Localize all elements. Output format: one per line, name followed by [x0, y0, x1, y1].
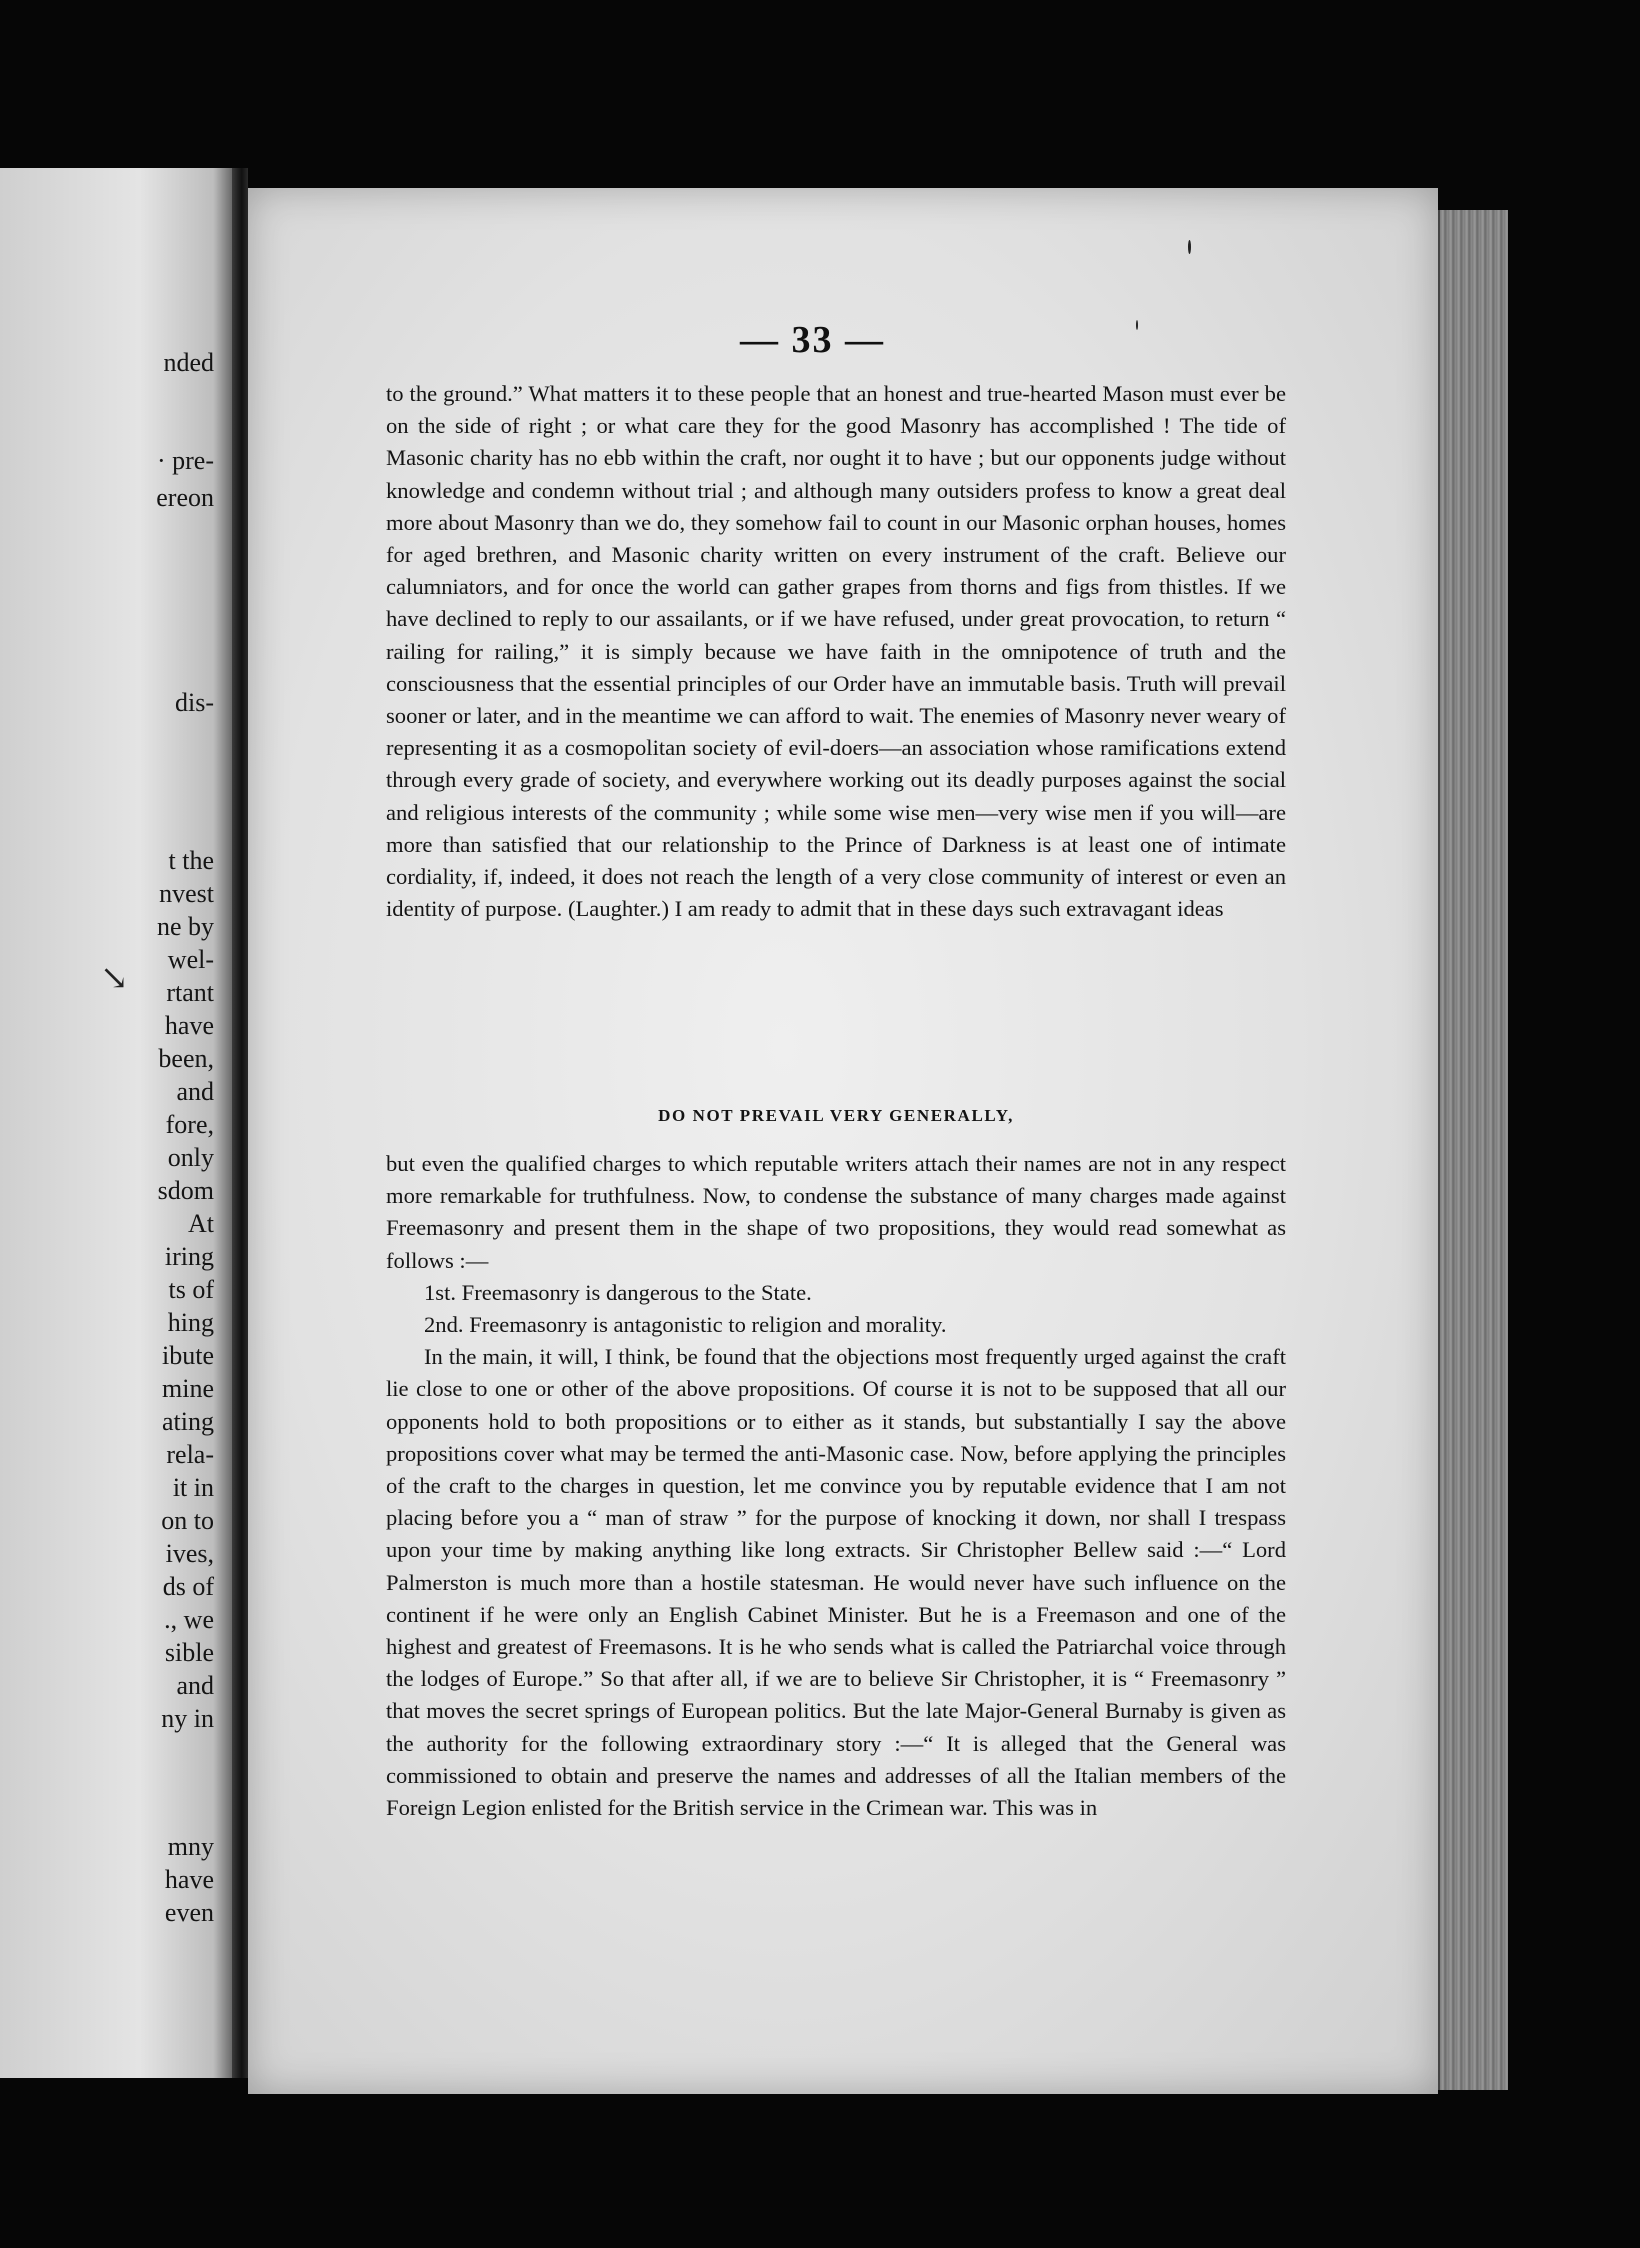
body-text-top — [386, 378, 1286, 925]
left-page-fragment: ny in — [161, 1704, 214, 1733]
left-page-fragment: only — [167, 1143, 214, 1172]
paragraph: to the ground.” What matters it to these people that an honest and true-hearted Mason must ever be on the side of right ; or what care they for the good Masonry has accomplished ! The tide of Masonic charity has no ebb within the craft, nor ought it to have ; but our opponents judge without knowledge and condemn without trial ; and although many outsiders profess to know a great deal more about Masonry than we do, they somehow fail to count in our Masonic orphan houses, homes for aged brethren, and Masonic charity written on every instrument of the craft. Believe our calumniators, and for once the world can gather grapes from thorns and figs from thistles. If we have declined to reply to our assailants, or if we have refused, under great provocation, to return “ railing for railing,” it is simply because we have faith in the omnipotence of truth and the consciousness that the essential principles of our Order have an immutable basis. Truth will prevail sooner or later, and in the meantime we can afford to wait. The enemies of Masonry never weary of representing it as a cosmopolitan society of evil-doers—an association whose ramifications extend through every grade of society, and everywhere working out its deadly purposes against the social and religious interests of the community ; while some wise men—very wise men if you will—are more than satisfied that our relationship to the Prince of Darkness is at least one of intimate cordiality, if, indeed, it does not reach the length of a very close community of interest or even an identity of purpose. (Laughter.) I am ready to admit that in these days such extravagant ideas — [386, 381, 1286, 922]
left-page-fragment: t the — [168, 846, 214, 875]
left-page-fragment: ives, — [165, 1539, 214, 1568]
left-page-fragment: At — [188, 1209, 214, 1238]
body-text-bottom — [386, 1148, 1286, 1824]
left-page-fragment: have — [164, 1011, 214, 1040]
left-page-fragment: nvest — [159, 879, 214, 908]
left-page-fragment: ating — [162, 1407, 214, 1436]
proposition-1: 1st. Freemasonry is dangerous to the State. — [424, 1279, 812, 1305]
left-page — [0, 168, 232, 2078]
section-subheading: DO NOT PREVAIL VERY GENERALLY, — [658, 1106, 1014, 1125]
ink-mark — [1188, 240, 1191, 254]
page-number: — 33 — — [740, 319, 885, 361]
left-page-fragment: ereon — [156, 483, 214, 512]
book-gutter — [232, 168, 248, 2078]
left-page-fragment: ibute — [162, 1341, 214, 1370]
left-page-fragment: it in — [172, 1473, 214, 1502]
left-page-fragment: and — [176, 1671, 214, 1700]
ink-mark — [1136, 320, 1138, 330]
left-page-fragment: rtant — [166, 978, 214, 1007]
left-page-fragment: on to — [161, 1506, 214, 1535]
left-page-fragment: ts of — [168, 1275, 214, 1304]
left-page-fragment: · pre- — [156, 446, 214, 475]
left-page-fragment: iring — [164, 1242, 214, 1271]
left-page-fragment: ds of — [162, 1572, 214, 1601]
left-page-fragment: fore, — [165, 1110, 214, 1139]
left-page-fragment: wel- — [167, 945, 214, 974]
left-page-fragment: sible — [164, 1638, 214, 1667]
paragraph: but even the qualified charges to which reputable writers attach their names are not in any respect more remarkable for truthfulness. Now, to condense the substance of many charges made against Freemasonry and present them in the shape of two propositions, they would read somewhat as follows :— — [386, 1151, 1286, 1273]
left-page-fragment: mny — [167, 1832, 214, 1861]
chevron-mark-icon: ↘ — [100, 960, 129, 997]
left-page-fragment: even — [164, 1898, 214, 1927]
left-page-fragment: mine — [162, 1374, 214, 1403]
left-page-fragment: have — [164, 1865, 214, 1894]
left-page-fragment: been, — [158, 1044, 214, 1073]
left-page-fragment: sdom — [157, 1176, 214, 1205]
left-page-fragment: nded — [163, 348, 214, 377]
proposition-2: 2nd. Freemasonry is antagonistic to religion and morality. — [424, 1312, 947, 1338]
paragraph: In the main, it will, I think, be found that the objections most frequently urged against the craft lie close to one or other of the above propositions. Of course it is not to be supposed that all our opponents hold to both propositions or to either as it stands, but substantially I say the above propositions cover what may be termed the anti-Masonic case. Now, before applying the principles of the craft to the charges in question, let me convince you by reputable evidence that I am not placing before you a “ man of straw ” for the purpose of knocking it down, nor shall I trespass upon your time by making anything like long extracts. Sir Christopher Bellew said :—“ Lord Palmerston is much more than a hostile statesman. He would never have such influence on the continent if he were only an English Cabinet Minister. But he is a Freemason and one of the highest and greatest of Freemasons. It is he who sends what is called the Patriarchal voice through the lodges of Europe.” So that after all, if we are to believe Sir Christopher, it is “ Freemasonry ” that moves the secret springs of European politics. But the late Major-General Burnaby is given as the authority for the following extraordinary story :—“ It is alleged that the General was commissioned to obtain and preserve the names and addresses of all the Italian members of the Foreign Legion enlisted for the British service in the Crimean war. This was in — [386, 1344, 1286, 1821]
left-page-fragment: ., we — [164, 1605, 214, 1634]
left-page-fragment: ne by — [156, 912, 214, 941]
left-page-fragment: and — [176, 1077, 214, 1106]
page-edges — [1438, 210, 1508, 2090]
left-page-fragment: dis- — [175, 688, 214, 717]
left-page-fragment: rela- — [166, 1440, 214, 1469]
left-page-fragment: hing — [167, 1308, 214, 1337]
